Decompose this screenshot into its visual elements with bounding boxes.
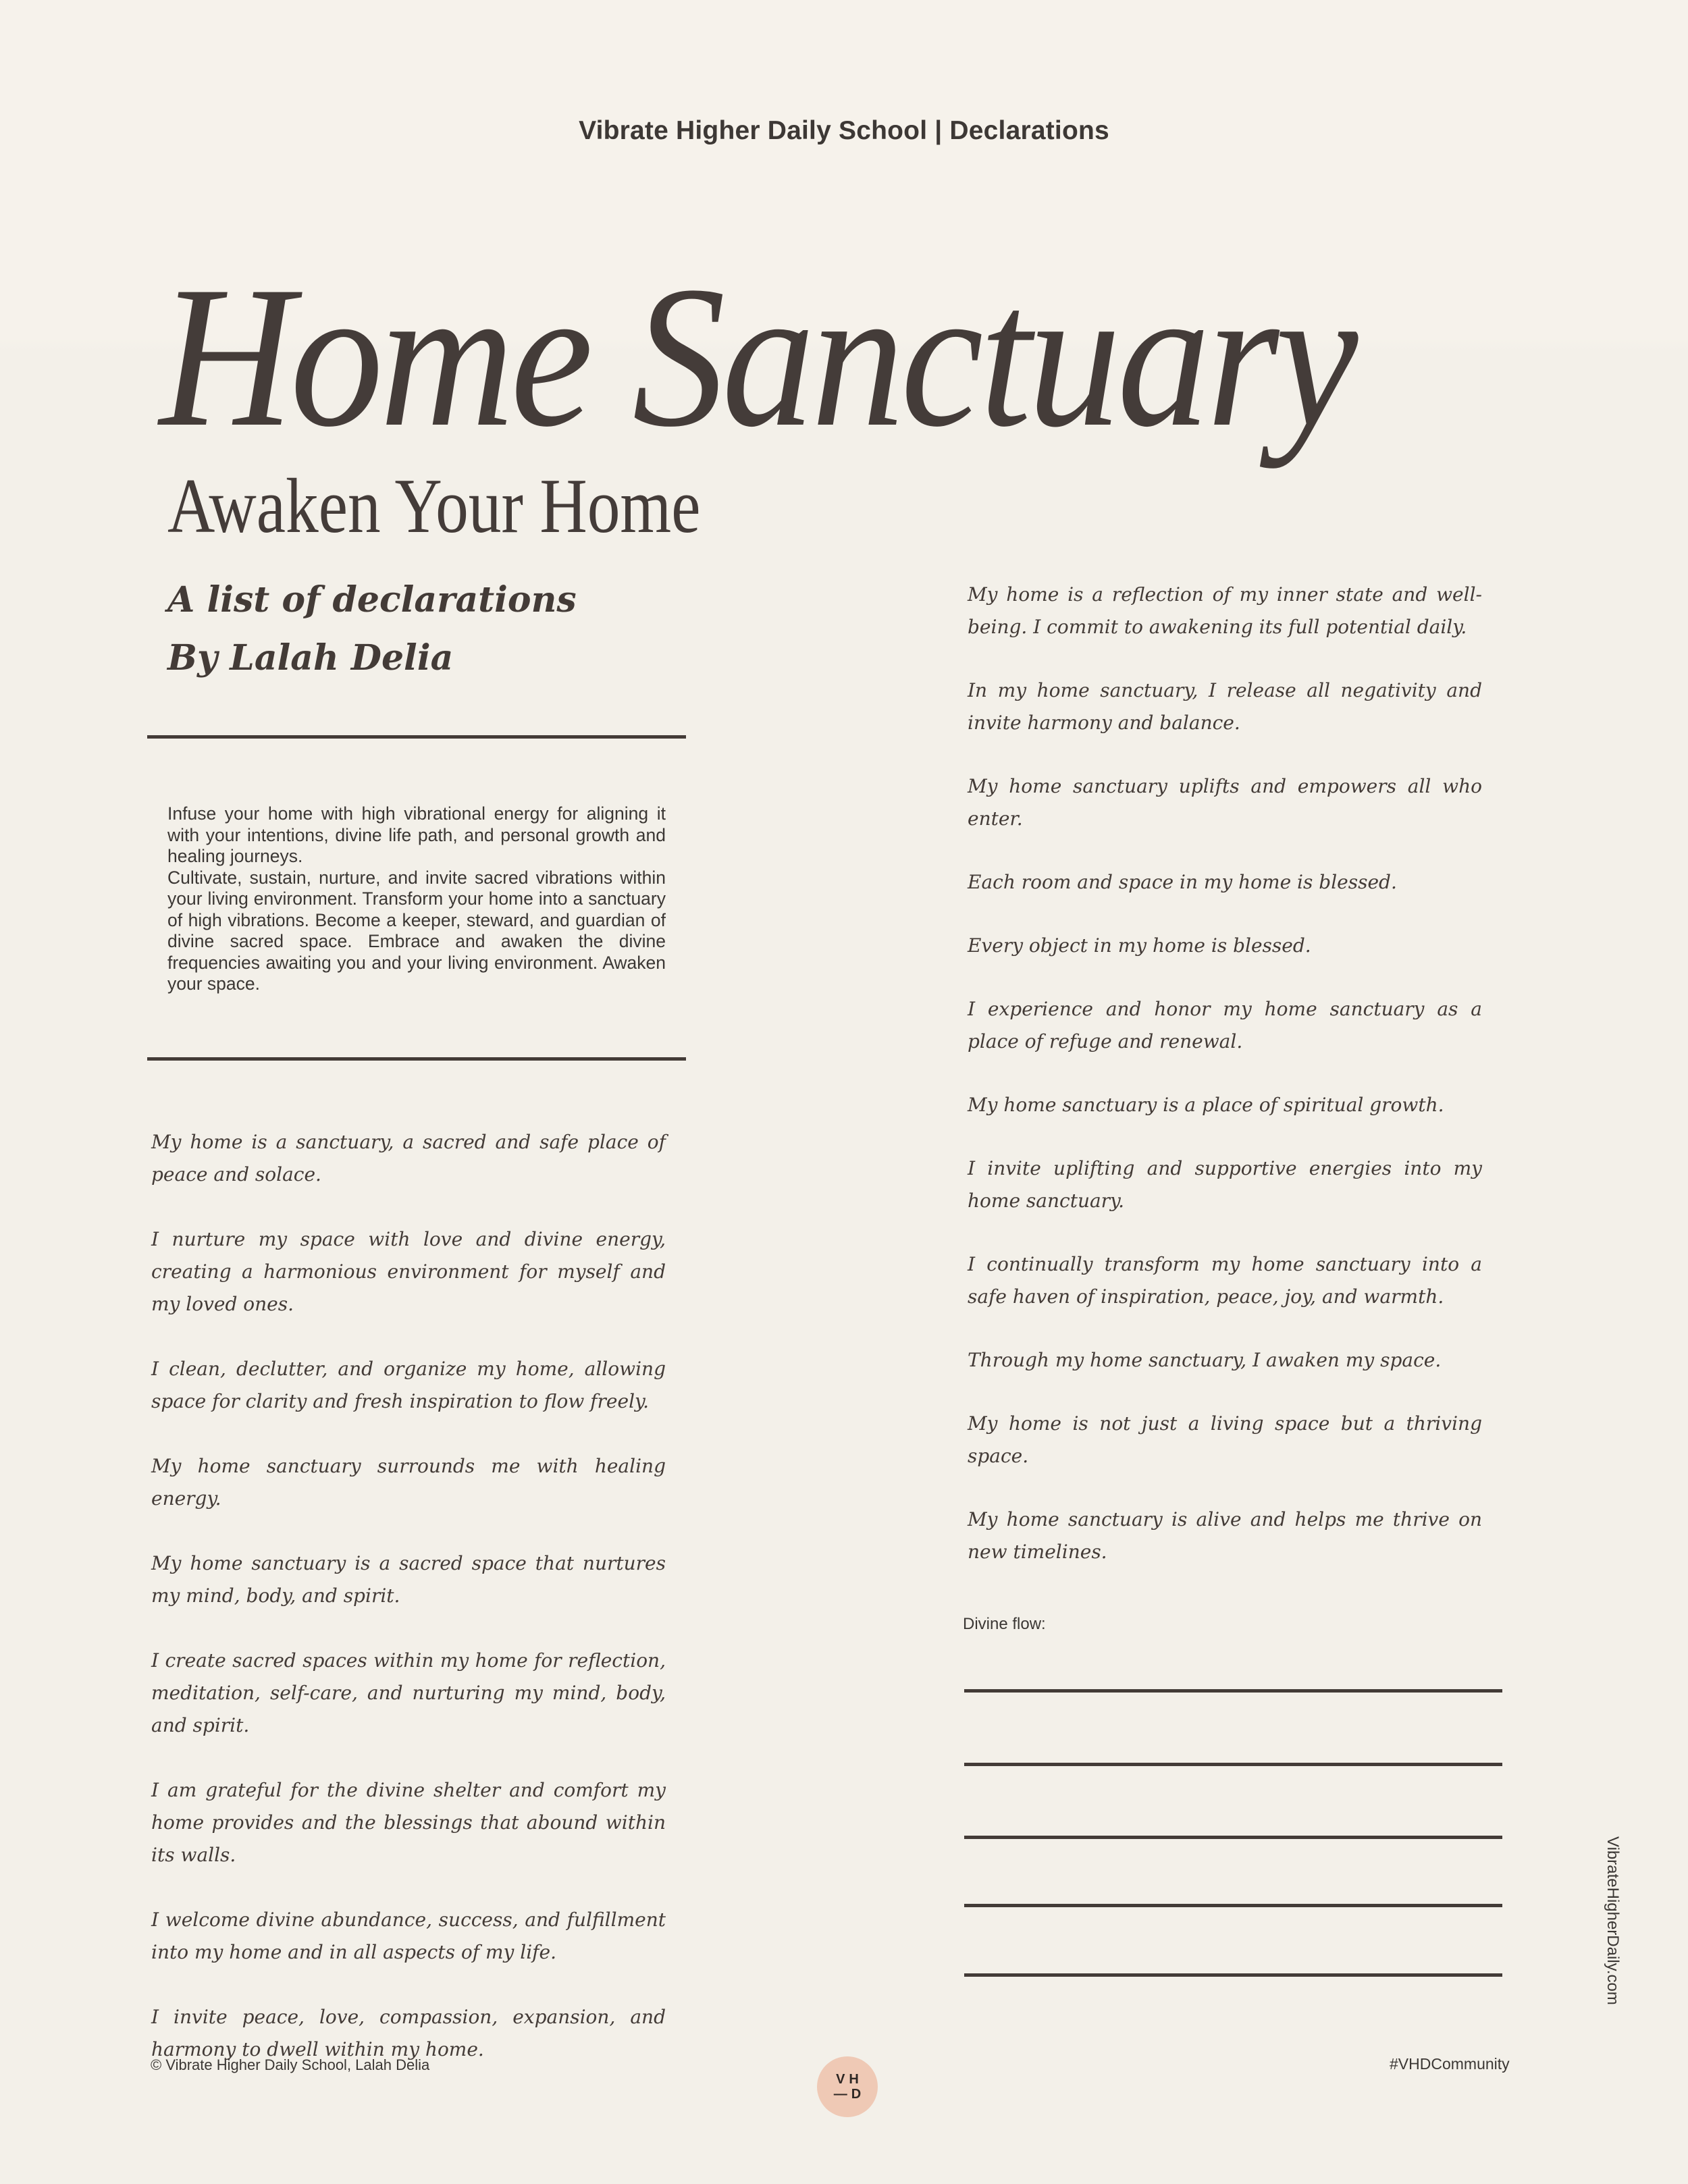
page-header: Vibrate Higher Daily School | Declarations [579,116,1109,145]
declaration-item: Each room and space in my home is blessed. [968,871,1397,893]
logo-text-top: VH [836,2072,863,2087]
logo-text-bottom: —D [833,2087,866,2102]
footer-hashtag: #VHDCommunity [1390,2055,1510,2073]
declaration-item: My home sanctuary uplifts and empowers all who enter. [968,775,1482,830]
declaration-item: I nurture my space with love and divine energy, creating a harmonious environment for myself and my loved ones. [151,1228,666,1315]
writing-line[interactable] [964,1973,1502,1977]
declaration-item: My home is a sanctuary, a sacred and safe place of peace and solace. [151,1131,666,1186]
tagline-declarations: A list of declarations [167,579,577,620]
declaration-item: I clean, declutter, and organize my home, allowing space for clarity and fresh inspiration to flow freely. [151,1358,666,1412]
declarations-left-column [151,1126,666,2098]
declaration-item: I experience and honor my home sanctuary as a place of refuge and renewal. [968,998,1482,1053]
declaration-item: My home is a reflection of my inner state and well-being. I commit to awakening its full potential daily. [968,583,1482,638]
side-website-url [1602,1836,1622,2019]
declaration-item: My home sanctuary surrounds me with healing energy. [151,1455,666,1510]
intro-text [167,803,666,995]
divine-flow-label: Divine flow: [963,1615,1046,1633]
writing-line[interactable] [964,1689,1502,1693]
intro-paragraph-1: Infuse your home with high vibrational energy for aligning it with your intentions, divine life path, and personal growth and healing journeys. [167,803,666,866]
declaration-item: I am grateful for the divine shelter and comfort my home provides and the blessings that abound within its walls. [151,1779,666,1866]
declaration-item: Every object in my home is blessed. [968,934,1311,957]
page-subtitle: Awaken Your Home [167,463,701,550]
declaration-item: My home sanctuary is a place of spiritual growth. [968,1094,1444,1116]
divider-bottom [147,1057,686,1061]
declaration-item: My home is not just a living space but a thriving space. [968,1412,1482,1467]
declaration-item: I continually transform my home sanctuary into a safe haven of inspiration, peace, joy, and warmth. [968,1253,1482,1308]
intro-paragraph-2: Cultivate, sustain, nurture, and invite sacred vibrations within your living environment. Transform your home into a sanctuary of high vibrations. Become a keeper, steward, and guardian of divine sacred space. Embrace and awaken the divine frequencies awaiting you and your living environment. Awaken your space. [167,867,666,994]
declarations-right-column [968,579,1482,1599]
declaration-item: I create sacred spaces within my home for reflection, meditation, self-care, and nurturing my mind, body, and spirit. [151,1649,666,1736]
side-website-url-text: VibrateHigherDaily.com [1604,1836,1622,2005]
page-title: Home Sanctuary [159,244,1354,469]
declaration-item: In my home sanctuary, I release all negativity and invite harmony and balance. [968,679,1482,734]
writing-line[interactable] [964,1904,1502,1907]
declaration-item: My home sanctuary is a sacred space that nurtures my mind, body, and spirit. [151,1552,666,1607]
declaration-item: I invite peace, love, compassion, expansion, and harmony to dwell within my home. [151,2006,666,2060]
divider-top [147,735,686,739]
declaration-item: I welcome divine abundance, success, and fulfillment into my home and in all aspects of my life. [151,1909,666,1963]
writing-line[interactable] [964,1836,1502,1839]
vhd-logo [817,2056,878,2117]
writing-line[interactable] [964,1763,1502,1766]
declaration-item: I invite uplifting and supportive energies into my home sanctuary. [968,1157,1482,1212]
declaration-item: My home sanctuary is alive and helps me thrive on new timelines. [968,1508,1482,1563]
declaration-item: Through my home sanctuary, I awaken my space. [968,1349,1442,1371]
tagline-author: By Lalah Delia [167,637,454,678]
footer-copyright: © Vibrate Higher Daily School, Lalah Delia [151,2056,430,2073]
